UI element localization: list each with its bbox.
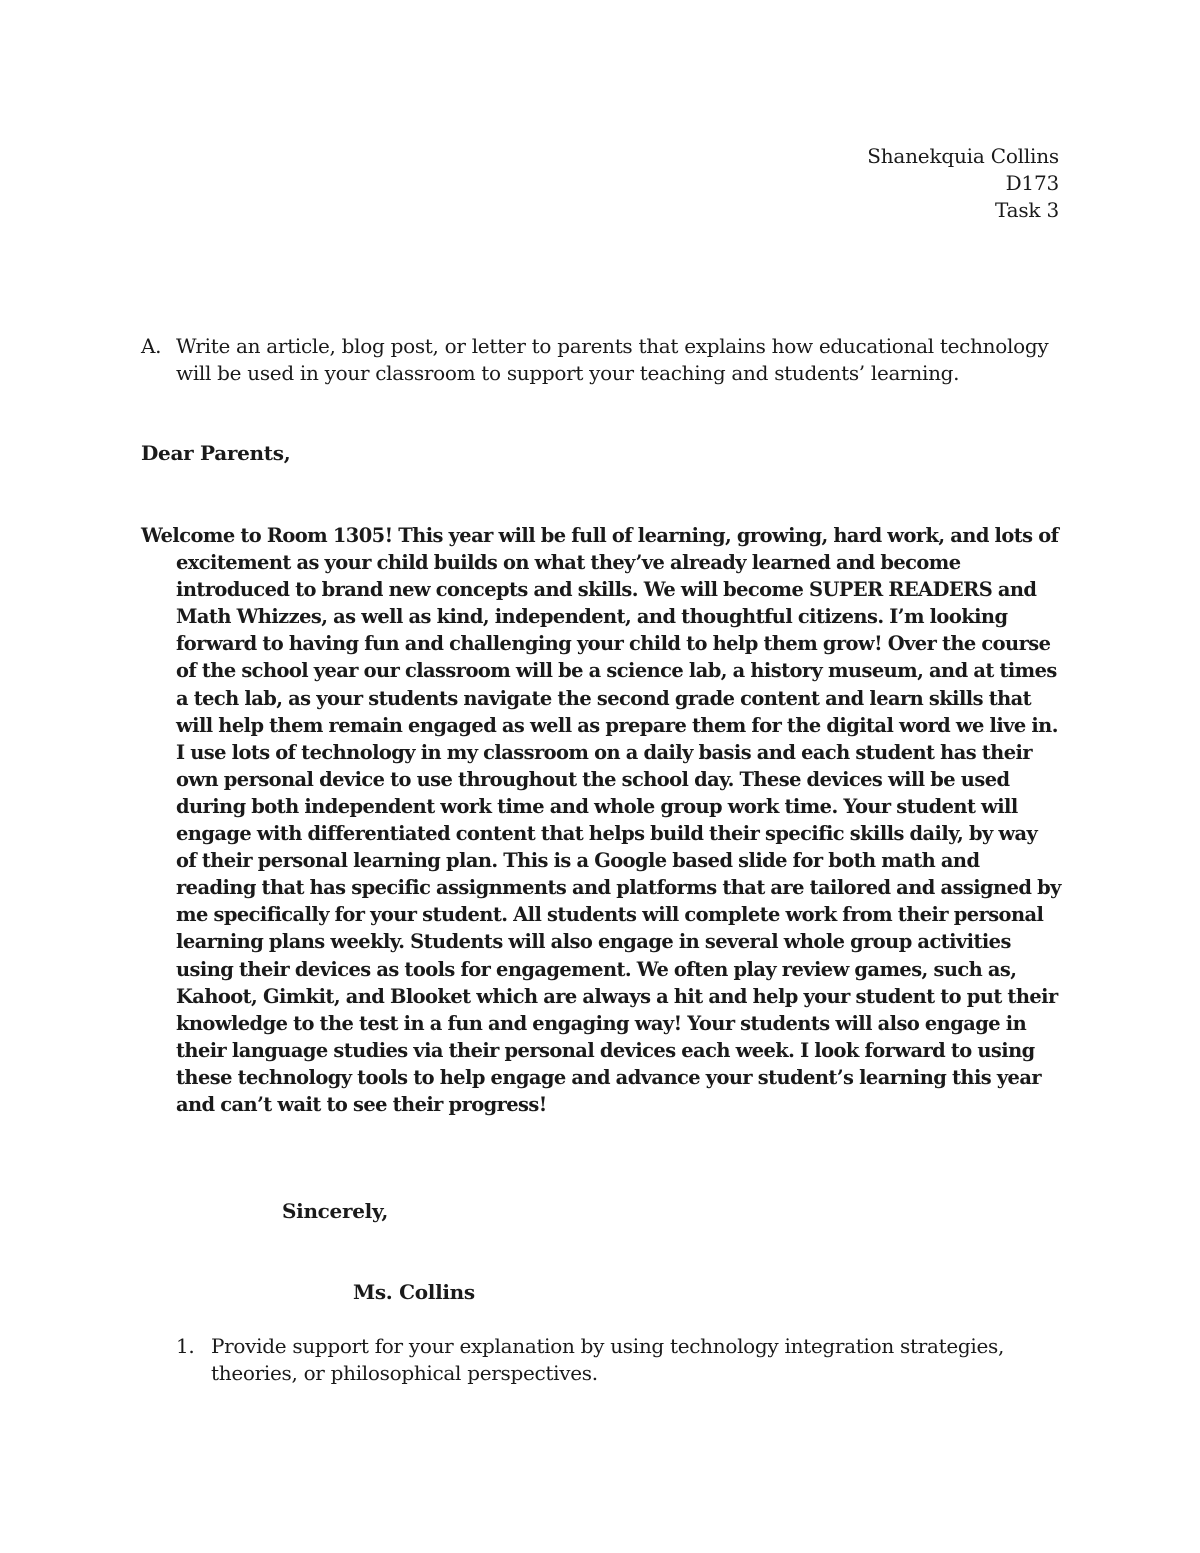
prompt-1-marker: 1. — [176, 1334, 195, 1358]
prompt-1 — [176, 1333, 1061, 1387]
prompt-a-marker: A. — [141, 334, 162, 358]
letter-closing: Sincerely, — [282, 1199, 389, 1223]
prompt-1-text: Provide support for your explanation by using technology integration strategies, theories, or philosophical perspectives. — [211, 1334, 1005, 1385]
author-name: Shanekquia Collins — [867, 144, 1059, 168]
prompt-a-text: Write an article, blog post, or letter to parents that explains how educational technology will be used in your classroom to support your teaching and students’ learning. — [176, 334, 1049, 385]
letter-signature: Ms. Collins — [353, 1280, 475, 1304]
course-code: D173 — [1005, 171, 1059, 195]
letter-salutation: Dear Parents, — [141, 441, 291, 465]
author-header — [867, 143, 1059, 224]
letter-body: Welcome to Room 1305! This year will be full of learning, growing, hard work, and lots of excitement as your child builds on what they’ve already learned and become introduced to brand new concepts and skills. We will become SUPER READERS and Math Whizzes, as well as kind, independent, and thoughtful citizens. I’m looking forward to having fun and challenging your child to help them grow! Over the course of the school year our classroom will be a science lab, a history museum, and at times a tech lab, as your students navigate the second grade content and learn skills that will help them remain engaged as well as prepare them for the digital word we live in. I use lots of technology in my classroom on a daily basis and each student has their own personal device to use throughout the school day. These devices will be used during both independent work time and whole group work time. Your student will engage with differentiated content that helps build their specific skills daily, by way of their personal learning plan. This is a Google based slide for both math and reading that has specific assignments and platforms that are tailored and assigned by me specifically for your student. All students will complete work from their personal learning plans weekly. Students will also engage in several whole group activities using their devices as tools for engagement. We often play review games, such as, Kahoot, Gimkit, and Blooket which are always a hit and help your student to put their knowledge to the test in a fun and engaging way! Your students will also engage in their language studies via their personal devices each week. I look forward to using these technology tools to help engage and advance your student’s learning this year and can’t wait to see their progress! — [141, 524, 1061, 1116]
task-label: Task 3 — [995, 198, 1059, 222]
prompt-a — [141, 333, 1061, 387]
